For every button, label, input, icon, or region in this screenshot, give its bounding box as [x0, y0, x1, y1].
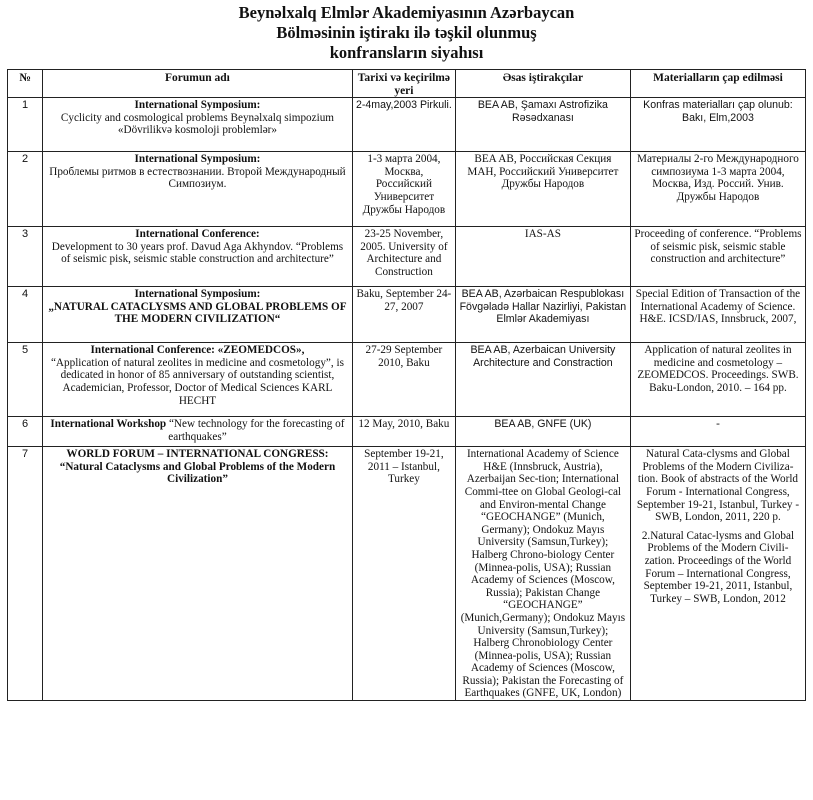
header-materials: Materialların çap edilməsi	[630, 70, 805, 98]
date-place-cell: 1-3 марта 2004, Москва, Российский Университет Дружбы Народов	[352, 152, 455, 227]
header-date-place: Tarixi və keçirilmə yeri	[352, 70, 455, 98]
date-place-cell: Baku, September 24-27, 2007	[352, 287, 455, 343]
document-title	[0, 0, 813, 63]
date-place-cell: 12 May, 2010, Baku	[352, 417, 455, 447]
participants-cell: BEA AB, Azərbaican Respublokası Fövgəladə Hallar Nazirliyi, Pakistan Elmlər Akademiyası	[455, 287, 630, 343]
forum-cell	[43, 287, 353, 343]
date-place-cell: 23-25 November, 2005. University of Architecture and Construction	[352, 227, 455, 287]
forum-heading: International Conference:	[135, 228, 260, 241]
forum-description: „NATURAL CATACLYSMS AND GLOBAL PROBLEMS OF THE MODERN CIVILIZATION“	[48, 300, 347, 326]
materials-cell: -	[630, 417, 805, 447]
forum-heading: International Symposium:	[134, 153, 261, 166]
forum-cell: WORLD FORUM – INTERNATIONAL CONGRESS: “Natural Cataclysms and Global Problems of the Modern Civilization”	[43, 447, 353, 701]
date-place-cell: 2-4may,2003 Pirkuli.	[352, 98, 455, 152]
forum-description: Cyclicity and cosmological problems Beynəlxalq simpozium «Dövrilikvə kosmoloji problemlər»	[60, 111, 335, 137]
participants-cell: International Academy of Science H&E (Innsbruck, Austria), Azerbaijan Sec-tion; International Commi-ttee on Global Geologi-cal and Environ-mental Change “GEOCHANGE” (Munich, Germany); Ondokuz Mayıs University (Samsun,Turkey); Halberg Chrono-biology Center (Minnea-polis, USA); Russian Academy of Sciences (Moscow, Russia); Pakistan Change “GEOCHANGE” (Munich,Germany); Ondokuz Mayıs University (Samsun,Turkey); Halberg Chronobiology Center (Minnea-polis, USA); Russian Academy of Sciences (Moscow, Russia); Pakistan the Forecasting of Earthquakes (GNFE, UK, London)	[455, 447, 630, 701]
participants-cell: BEA AB, GNFE (UK)	[455, 417, 630, 447]
title-line-3: konfransların siyahısı	[329, 43, 484, 62]
header-participants: Əsas iştirakçılar	[455, 70, 630, 98]
materials-cell: Материалы 2-го Международного симпозиума 1-3 марта 2004, Москва, Изд. Россий. Унив. Дружбы Народов	[630, 152, 805, 227]
participants-cell: BEA AB, Azerbaican University Architecture and Constraction	[455, 343, 630, 417]
forum-heading: International Workshop	[50, 418, 167, 431]
materials-item: 2.Natural Catac-lysms and Global Problems of the Modern Civili-zation. Proceedings of the World Forum – International Congress, September 19-21, 2011, Istanbul, Turkey – SWB, London, 2012	[641, 529, 795, 605]
forum-description: “New technology for the forecasting of earthquakes”	[168, 418, 345, 443]
table-row	[8, 447, 806, 701]
forum-cell	[43, 343, 353, 417]
forum-cell	[43, 417, 353, 447]
materials-cell: Application of natural zeolites in medicine and cosmetology – ZEOMEDCOS. Proceedings. SWB. Baku-London, 2010. – 164 pp.	[630, 343, 805, 417]
forum-description: Проблемы ритмов в естествознании. Второй Международный Симпозиум.	[49, 165, 346, 191]
forum-cell	[43, 98, 353, 152]
materials-item: Natural Cata-clysms and Global Problems of the Modern Civiliza-tion. Book of abstracts of the World Forum - International Congress, September 19-21, Istanbul, Turkey - SWB, London, 2011, 220 p.	[636, 448, 800, 524]
row-number: 7	[8, 447, 43, 701]
forum-description: “Application of natural zeolites in medicine and cosmetology”, is dedicated in honor of 85 anniversary of outstanding scientist, Academician, Professor, Doctor of Medical Sciences KARL HECHT	[50, 356, 344, 407]
forum-heading: International Symposium:	[134, 99, 261, 112]
forum-description: Development to 30 years prof. Davud Aga Akhyndov. “Problems of seismic pisk, seismic stable construction and architecture”	[51, 240, 344, 266]
participants-cell: BEA AB, Российская Секция МАН, Российский Университет Дружбы Народов	[455, 152, 630, 227]
materials-cell: Proceeding of conference. “Problems of seismic pisk, seismic stable construction and architecture”	[630, 227, 805, 287]
table-row	[8, 98, 806, 152]
header-number: №	[8, 70, 43, 98]
participants-cell: BEA AB, Şamaxı Astrofizika Rəsədxanası	[455, 98, 630, 152]
forum-heading: International Conference: «ZEOMEDCOS»,	[90, 344, 305, 357]
table-header-row	[8, 70, 806, 98]
row-number: 4	[8, 287, 43, 343]
forum-cell	[43, 227, 353, 287]
materials-cell: Konfras materialları çap olunub: Bakı, Elm,2003	[630, 98, 805, 152]
conference-table	[7, 69, 806, 701]
materials-cell: Special Edition of Transaction of the International Academy of Science. H&E. ICSD/IAS, Innsbruck, 2007,	[630, 287, 805, 343]
table-row	[8, 343, 806, 417]
table-row	[8, 287, 806, 343]
title-line-1: Beynəlxalq Elmlər Akademiyasının Azərbaycan	[238, 3, 575, 22]
row-number: 5	[8, 343, 43, 417]
row-number: 1	[8, 98, 43, 152]
table-row	[8, 152, 806, 227]
forum-cell	[43, 152, 353, 227]
table-row	[8, 417, 806, 447]
forum-heading: International Symposium:	[134, 288, 261, 301]
participants-cell: IAS-AS	[455, 227, 630, 287]
row-number: 2	[8, 152, 43, 227]
table-row	[8, 227, 806, 287]
date-place-cell: September 19-21, 2011 – Istanbul, Turkey	[352, 447, 455, 701]
materials-cell	[630, 447, 805, 701]
title-line-2: Bölməsinin iştirakı ilə təşkil olunmuş	[276, 23, 537, 42]
header-forum-name: Forumun adı	[43, 70, 353, 98]
date-place-cell: 27-29 September 2010, Baku	[352, 343, 455, 417]
row-number: 6	[8, 417, 43, 447]
row-number: 3	[8, 227, 43, 287]
